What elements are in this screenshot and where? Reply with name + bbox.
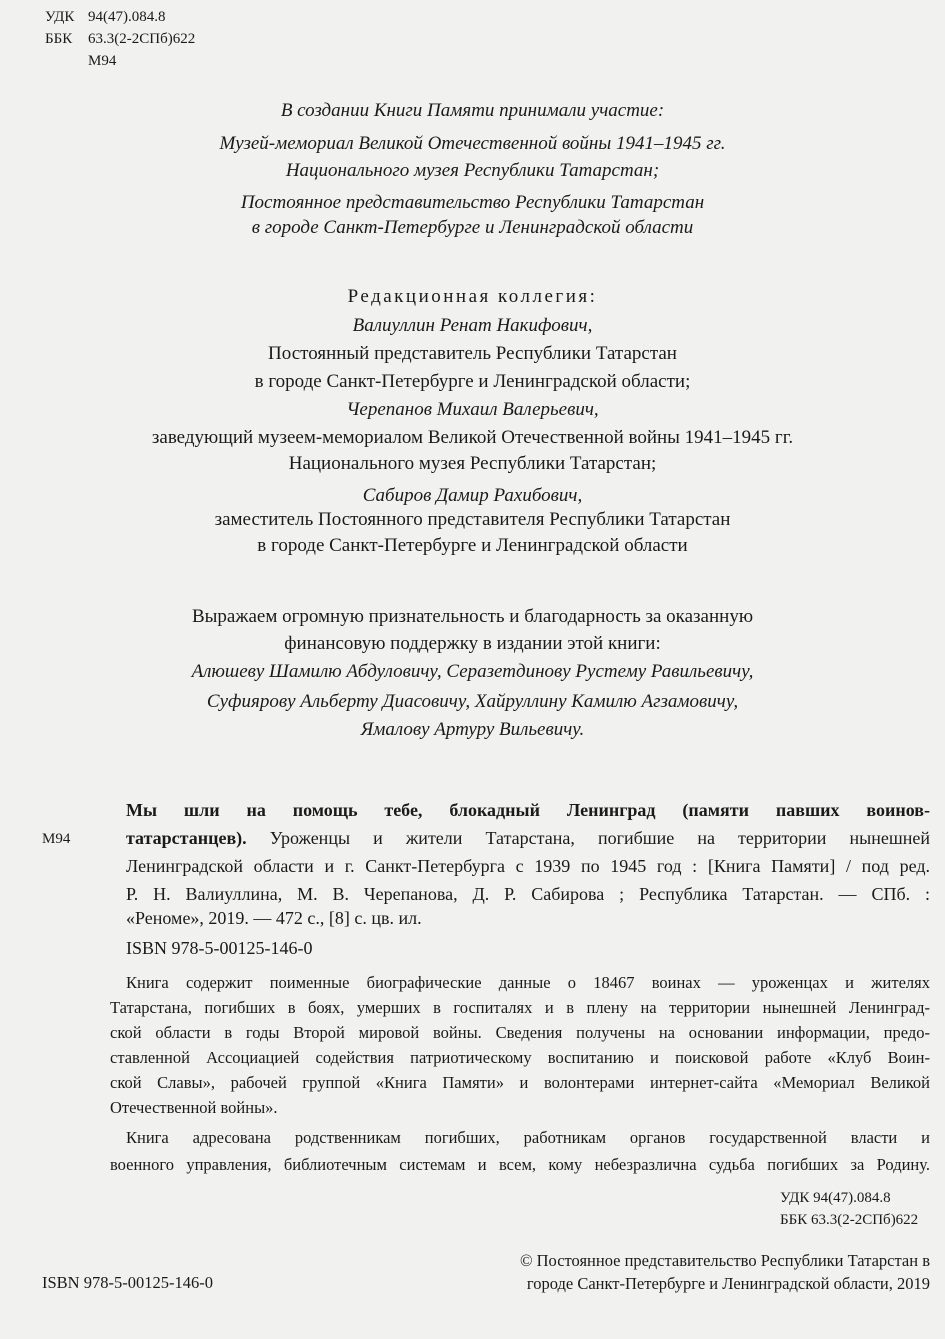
author-mark: М94 — [88, 53, 117, 69]
bbk-label: ББК — [45, 31, 73, 47]
bbk-code: ББК 63.3(2-2СПб)622 — [780, 1212, 919, 1228]
gratitude-line: финансовую поддержку в издании этой книги: — [284, 633, 661, 654]
annotation-line: Татарстана, погибших в боях, умерших в госпиталях и в плену на территории нынешней Ленинград- — [110, 1000, 930, 1017]
board-member-name: Черепанов Михаил Валерьевич, — [346, 399, 599, 420]
participants-heading: В создании Книги Памяти принимали участие: — [280, 100, 665, 121]
board-member-role: заведующий музеем-мемориалом Великой Отечественной войны 1941–1945 гг. — [151, 427, 794, 448]
board-member-role: Национального музея Республики Татарстан; — [288, 453, 657, 474]
bib-line5: «Реноме», 2019. — 472 с., [8] с. цв. ил. — [126, 908, 422, 928]
annotation-line: ставленной Ассоциацией содействия патриотическому воспитанию и поисковой работе «Клуб Воин- — [110, 1050, 930, 1067]
board-member-name: Валиуллин Ренат Накифович, — [352, 315, 593, 336]
editorial-board-heading: Редакционная коллегия: — [347, 286, 598, 307]
book-title-line2: татарстанцев). — [126, 829, 247, 848]
book-title-line1: Мы шли на помощь тебе, блокадный Ленинград (памяти павших воинов- — [126, 801, 930, 820]
udk-code: УДК 94(47).084.8 — [780, 1190, 891, 1206]
copyright-line: городе Санкт-Петербурге и Ленинградской области, 2019 — [526, 1274, 930, 1293]
bbk-value: 63.3(2-2СПб)622 — [88, 31, 196, 47]
annotation-line: ской Славы», рабочей группой «Книга Памяти» и волонтерами интернет-сайта «Мемориал Великой — [110, 1075, 930, 1092]
bib-line2 — [126, 829, 930, 849]
board-member-role: в городе Санкт-Петербурге и Ленинградской области — [257, 535, 688, 556]
udk-value: 94(47).084.8 — [88, 9, 166, 25]
bib-author-mark: М94 — [42, 831, 71, 847]
annotation-line: Книга содержит поименные биографические данные о 18467 воинах — уроженцах и жителях — [126, 975, 930, 992]
sponsor-line: Ямалову Артуру Вильевичу. — [360, 719, 585, 740]
annotation-line: Отечественной войны». — [110, 1098, 278, 1117]
bib-line2-rest: Уроженцы и жители Татарстана, погибшие на территории нынешней — [269, 829, 930, 848]
bib-line3: Ленинградской области и г. Санкт-Петербурга с 1939 по 1945 год : [Книга Памяти] / под ред. — [126, 857, 930, 876]
participant-org2-line2: в городе Санкт-Петербурге и Ленинградской области — [251, 217, 694, 238]
gratitude-line: Выражаем огромную признательность и благодарность за оказанную — [191, 606, 754, 627]
board-member-name: Сабиров Дамир Рахибович, — [362, 485, 583, 506]
footer-isbn: ISBN 978-5-00125-146-0 — [42, 1273, 213, 1292]
board-member-role: Постоянный представитель Республики Татарстан — [268, 343, 677, 364]
board-member-role: в городе Санкт-Петербурге и Ленинградской области; — [254, 371, 691, 392]
annotation-line: ской области в годы Второй мировой войны. Сведения получены на основании информации, предо- — [110, 1025, 930, 1042]
participant-org1-line1: Музей-мемориал Великой Отечественной войны 1941–1945 гг. — [219, 133, 726, 154]
copyright-line: © Постоянное представительство Республики Татарстан в — [519, 1251, 930, 1270]
sponsor-line: Суфиярову Альберту Диасовичу, Хайруллину Камилю Агзамовичу, — [206, 691, 739, 712]
board-member-role: заместитель Постоянного представителя Республики Татарстан — [214, 509, 731, 530]
bib-isbn: ISBN 978-5-00125-146-0 — [126, 938, 313, 958]
annotation-line: Книга адресована родственникам погибших, работникам органов государственной власти и — [126, 1130, 930, 1147]
sponsor-line: Алюшеву Шамилю Абдуловичу, Серазетдинову Рустему Равильевичу, — [191, 661, 754, 682]
participant-org2-line1: Постоянное представительство Республики Татарстан — [240, 192, 705, 213]
participant-org1-line2: Национального музея Республики Татарстан; — [285, 160, 660, 181]
bib-line4: Р. Н. Валиуллина, М. В. Черепанова, Д. Р. Сабирова ; Республика Татарстан. — СПб. : — [126, 885, 930, 904]
udk-label: УДК — [45, 9, 75, 25]
annotation-line: военного управления, библиотечным системам и всем, кому небезразлична судьба погибших за Родину. — [110, 1157, 930, 1174]
